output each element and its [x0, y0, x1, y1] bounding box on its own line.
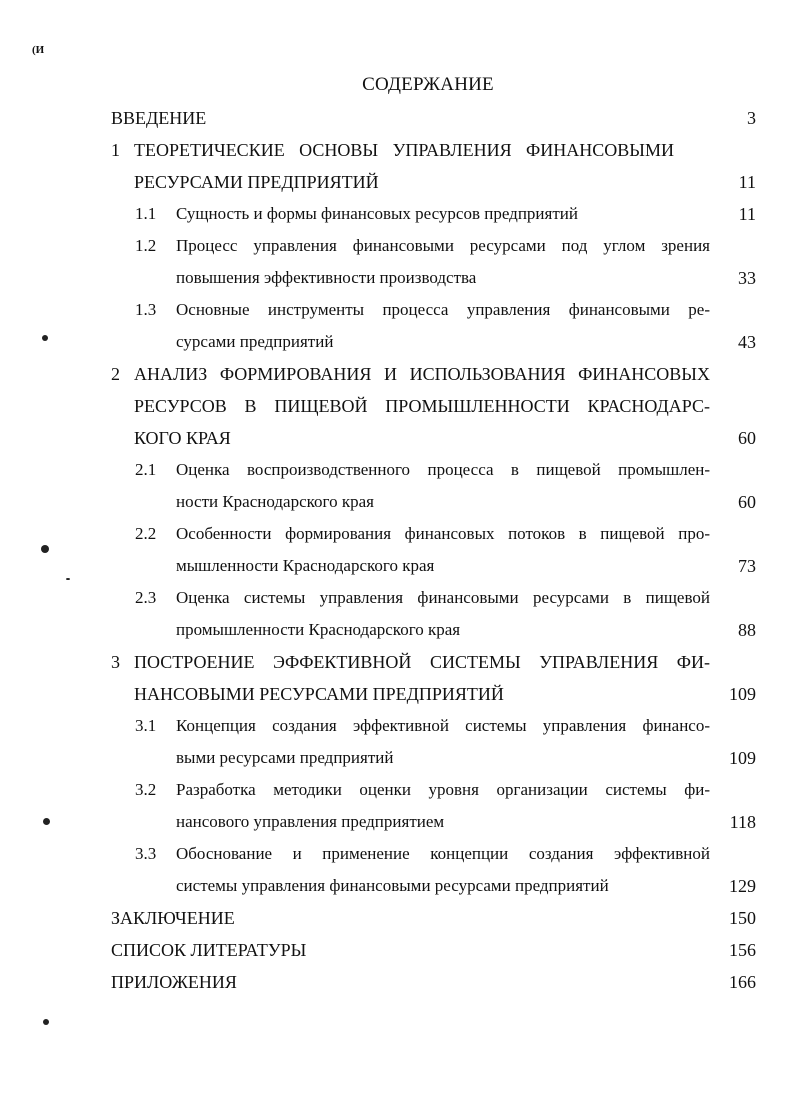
chapter-3-title-line1: ПОСТРОЕНИЕ ЭФФЕКТИВНОЙ СИСТЕМЫ УПРАВЛЕНИЯ ФИ-	[134, 652, 710, 672]
section-3-1-page: 109	[729, 748, 756, 768]
section-1-3-title-line2: сурсами предприятий	[176, 332, 334, 351]
toc-references-page: 156	[729, 940, 756, 960]
chapter-3-title-line2: НАНСОВЫМИ РЕСУРСАМИ ПРЕДПРИЯТИЙ	[134, 684, 504, 704]
section-1-3-title-line1: Основные инструменты процесса управления финансовыми ре-	[176, 300, 710, 319]
chapter-1-page: 11	[738, 172, 756, 192]
section-1-2-title-line1: Процесс управления финансовыми ресурсами под углом зрения	[176, 236, 710, 255]
toc-references-label: СПИСОК ЛИТЕРАТУРЫ	[111, 940, 307, 960]
section-1-1-title: Сущность и формы финансовых ресурсов предприятий	[176, 204, 578, 223]
section-2-1-title-line2: ности Краснодарского края	[176, 492, 374, 511]
section-2-2-title-line1: Особенности формирования финансовых потоков в пищевой про-	[176, 524, 710, 543]
chapter-2-page: 60	[738, 428, 756, 448]
section-3-2-title-line2: нансового управления предприятием	[176, 812, 445, 831]
section-2-1-title-line1: Оценка воспроизводственного процесса в пищевой промышлен-	[176, 460, 710, 479]
chapter-2-title-line3: КОГО КРАЯ	[134, 428, 231, 448]
section-3-2-page: 118	[729, 812, 756, 832]
section-2-2-page: 73	[738, 556, 756, 576]
scan-speck	[41, 545, 49, 553]
section-2-1-number: 2.1	[135, 460, 157, 479]
section-1-3-number: 1.3	[135, 300, 157, 319]
margin-mark: (И	[32, 44, 45, 56]
section-3-1-title-line2: выми ресурсами предприятий	[176, 748, 394, 767]
section-3-3-number: 3.3	[135, 844, 157, 863]
section-3-2-title-line1: Разработка методики оценки уровня организации системы фи-	[176, 780, 710, 799]
section-3-2-number: 3.2	[135, 780, 157, 799]
scan-speck	[43, 818, 50, 825]
scan-speck	[66, 578, 70, 580]
toc-conclusion-page: 150	[729, 908, 756, 928]
toc-conclusion-label: ЗАКЛЮЧЕНИЕ	[111, 908, 235, 928]
section-3-3-title-line1: Обоснование и применение концепции создания эффективной	[176, 844, 710, 863]
chapter-1-number: 1	[111, 140, 120, 160]
page-title: СОДЕРЖАНИЕ	[362, 74, 494, 95]
chapter-2-title-line1: АНАЛИЗ ФОРМИРОВАНИЯ И ИСПОЛЬЗОВАНИЯ ФИНАНСОВЫХ	[134, 364, 710, 384]
section-2-3-number: 2.3	[135, 588, 157, 607]
scan-speck	[43, 1019, 49, 1025]
section-1-1-page: 11	[738, 204, 756, 224]
section-2-3-title-line2: промышленности Краснодарского края	[176, 620, 461, 639]
toc-appendix-label: ПРИЛОЖЕНИЯ	[111, 972, 237, 992]
chapter-1-title-line1: ТЕОРЕТИЧЕСКИЕ ОСНОВЫ УПРАВЛЕНИЯ ФИНАНСОВЫМИ	[134, 140, 674, 160]
section-2-3-title-line1: Оценка системы управления финансовыми ресурсами в пищевой	[176, 588, 710, 607]
scan-speck	[42, 335, 48, 341]
chapter-1-title-line2: РЕСУРСАМИ ПРЕДПРИЯТИЙ	[134, 172, 379, 192]
section-1-2-page: 33	[738, 268, 756, 288]
section-3-3-page: 129	[729, 876, 756, 896]
section-3-1-number: 3.1	[135, 716, 157, 735]
section-1-2-title-line2: повышения эффективности производства	[176, 268, 477, 287]
chapter-3-page: 109	[729, 684, 756, 704]
section-2-3-page: 88	[738, 620, 756, 640]
section-2-2-number: 2.2	[135, 524, 157, 543]
section-1-3-page: 43	[738, 332, 756, 352]
toc-intro-page: 3	[747, 108, 756, 128]
section-2-2-title-line2: мышленности Краснодарского края	[176, 556, 435, 575]
section-1-2-number: 1.2	[135, 236, 157, 255]
section-1-1-number: 1.1	[135, 204, 157, 223]
chapter-2-number: 2	[111, 364, 120, 384]
chapter-2-title-line2: РЕСУРСОВ В ПИЩЕВОЙ ПРОМЫШЛЕННОСТИ КРАСНОДАРС-	[134, 396, 710, 416]
section-3-3-title-line2: системы управления финансовыми ресурсами предприятий	[176, 876, 609, 895]
toc-appendix-page: 166	[729, 972, 756, 992]
section-3-1-title-line1: Концепция создания эффективной системы управления финансо-	[176, 716, 710, 735]
chapter-3-number: 3	[111, 652, 120, 672]
toc-intro-label: ВВЕДЕНИЕ	[111, 108, 207, 128]
section-2-1-page: 60	[738, 492, 756, 512]
